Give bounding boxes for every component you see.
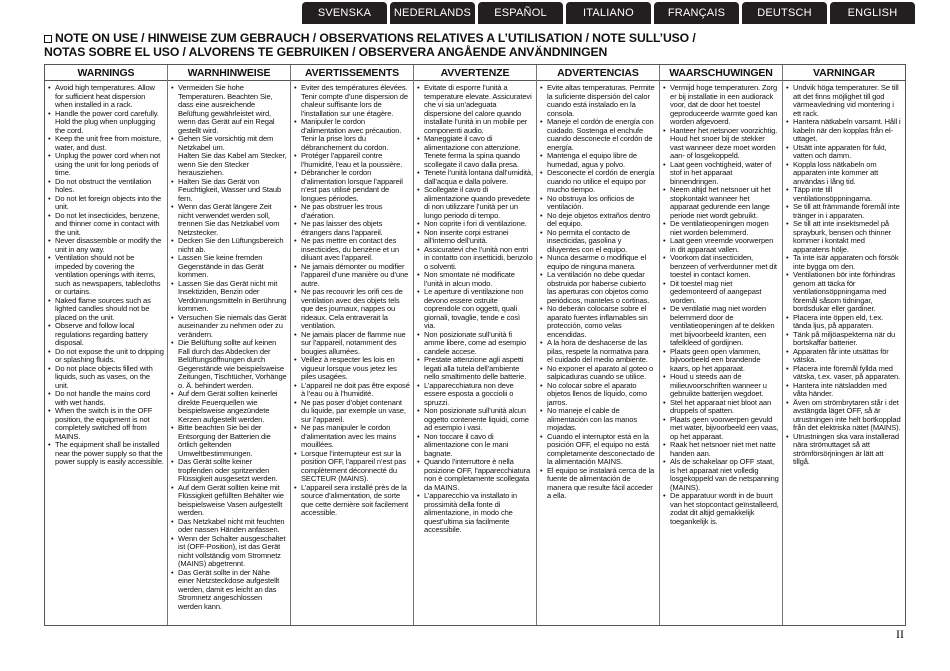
warning-item: • Maneje el cordón de energía con cuidado. Sostenga el enchufe cuando desconecte el cordón de energía. — [540, 118, 656, 152]
warning-item: • Hantera nätkabeln varsamt. Håll i kabeln när den kopplas från el-uttaget. — [786, 118, 902, 144]
warning-item: • Non inserite corpi estranei all’interno dell’unità. — [417, 229, 533, 246]
warning-item: • Tänk på miljöaspekterna när du bortskaffar batterier. — [786, 331, 902, 348]
warning-item: • Als de schakelaar op OFF staat, is het apparaat niet volledig losgekoppeld van de netspanning (MAINS). — [663, 458, 779, 492]
warning-item: • Lorsque l’interrupteur est sur la position OFF, l’appareil n’est pas complètement déconnecté du SECTEUR (MAINS). — [294, 450, 410, 484]
tab-nederlands[interactable]: NEDERLANDS — [390, 2, 475, 24]
warning-item: • Never disassemble or modify the unit in any way. — [48, 237, 164, 254]
warning-item: • Prestate attenzione agli aspetti legati alla tutela dell’ambiente nello smaltimento delle batterie. — [417, 356, 533, 382]
warning-item: • Koppla loss nätkabeln om apparaten inte kommer att användas i lång tid. — [786, 161, 902, 187]
warning-item: • Non posizionate sull’unità alcun oggetto contenente liquidi, come ad esempio i vasi. — [417, 407, 533, 433]
column-header: AVVERTENZE — [414, 65, 536, 81]
warning-item: • Raak het netsnoer niet met natte handen aan. — [663, 441, 779, 458]
warning-item: • L’appareil sera installé près de la source d’alimentation, de sorte que cette dernière soit facilement accessible. — [294, 484, 410, 518]
warning-item: • Avoid high temperatures. Allow for sufficient heat dispersion when installed in a rack. — [48, 84, 164, 110]
warning-list — [45, 81, 167, 467]
warning-list — [783, 81, 905, 467]
warning-item: • Vermeiden Sie hohe Temperaturen. Beachten Sie, dass eine ausreichende Belüftung gewährleistet wird, wenn das Gerät auf ein Regal gestellt wird. — [171, 84, 287, 135]
warning-item: • Protéger l’appareil contre l’humidité, l’eau et la poussière. — [294, 152, 410, 169]
warning-item: • Maneggiate il cavo di alimentazione con attenzione. Tenete ferma la spina quando scollegate il cavo dalla presa. — [417, 135, 533, 169]
warning-item: • Voorkom dat insecticiden, benzeen of verfverdunner met dit toestel in contact komen. — [663, 254, 779, 280]
warning-item: • Cuando el interruptor está en la posición OFF, el equipo no está completamente desconectado de la alimentación MAINS. — [540, 433, 656, 467]
warning-item: • Nunca desarme o modifique el equipo de ninguna manera. — [540, 254, 656, 271]
warning-item: • Non coprite i fori di ventilazione. — [417, 220, 533, 229]
column-header: WARNINGS — [45, 65, 167, 81]
warning-item: • L’apparecchiatura non deve essere esposta a gocciolii o spruzzi. — [417, 382, 533, 408]
warning-item: • Ne jamais démonter ou modifier l’appareil d’une manière ou d’une autre. — [294, 263, 410, 289]
warning-item: • Observe and follow local regulations regarding battery disposal. — [48, 322, 164, 348]
warning-column — [537, 65, 660, 625]
warning-item: • Laat geen vreemde voorwerpen in dit apparaat vallen. — [663, 237, 779, 254]
warning-item: • Placera inte öppen eld, t.ex. tända ljus, på apparaten. — [786, 314, 902, 331]
warning-item: • Se till att främmande föremål inte tränger in i apparaten. — [786, 203, 902, 220]
warning-item: • Non posizionate sull’unità fi amme libere, come ad esempio candele accese. — [417, 331, 533, 357]
warning-item: • Do not let insecticides, benzene, and thinner come in contact with the unit. — [48, 212, 164, 238]
warning-item: • Wenn das Gerät längere Zeit nicht verwendet werden soll, trennen Sie das Netzkabel vom Netzstecker. — [171, 203, 287, 237]
page-title — [44, 31, 924, 59]
warning-column — [45, 65, 168, 625]
warning-item: • No maneje el cable de alimentación con las manos mojadas. — [540, 407, 656, 433]
warning-item: • Halten Sie das Gerät von Feuchtigkeit, Wasser und Staub fern. — [171, 178, 287, 204]
warning-item: • Houd u steeds aan de milieuvoorschriften wanneer u gebruikte batterijen wegdoet. — [663, 373, 779, 399]
column-header: VARNINGAR — [783, 65, 905, 81]
warning-item: • Die Belüftung sollte auf keinen Fall durch das Abdecken der Belüftungsöffnungen durch Gegenstände wie beispielsweise Zeitungen, Tischtücher, Vorhänge o. Ä. behindert werden. — [171, 339, 287, 390]
warning-list — [660, 81, 782, 526]
warning-item: • Keep the unit free from moisture, water, and dust. — [48, 135, 164, 152]
warning-item: • Auf dem Gerät sollten keinerlei direkte Feuerquellen wie beispielsweise angezündete Kerzen aufgestellt werden. — [171, 390, 287, 424]
warning-item: • Apparaten får inte utsättas för vätska. — [786, 348, 902, 365]
notes-table — [44, 64, 906, 626]
warning-column — [660, 65, 783, 625]
warning-item: • Gehen Sie vorsichtig mit dem Netzkabel um. — [171, 135, 287, 152]
warning-item: • Evite altas temperaturas. Permite la suficiente dispersión del calor cuando está instalado en la consola. — [540, 84, 656, 118]
warning-item: • Ventilationen bör inte förhindras genom att täcka för ventilationsöppningarna med föremål såsom tidningar, bordsdukar eller gardiner. — [786, 271, 902, 314]
checkbox-icon — [44, 35, 52, 43]
warning-item: • Eviter des températures élevées. Tenir compte d’une dispersion de chaleur suffisante lors de l’installation sur une étagère. — [294, 84, 410, 118]
warning-item: • No deberán colocarse sobre el aparato fuentes inflamables sin protección, como velas encendidas. — [540, 305, 656, 339]
warning-item: • Ne jamais placer de flamme nue sur l’appareil, notamment des bougies allumées. — [294, 331, 410, 357]
tab-deutsch[interactable]: DEUTSCH — [742, 2, 827, 24]
warning-item: • Das Gerät sollte in der Nähe einer Netzsteckdose aufgestellt werden, damit es leicht an das Stromnetz angeschlossen werden kann. — [171, 569, 287, 612]
tab-svenska[interactable]: SVENSKA — [302, 2, 387, 24]
warning-item: • Do not place objects filled with liquids, such as vases, on the unit. — [48, 365, 164, 391]
warning-item: • Ne pas recouvrir les orifi ces de ventilation avec des objets tels que des journaux, nappes ou rideaux. Cela entraverait la ventilation. — [294, 288, 410, 331]
warning-item: • Laat geen vochtigheid, water of stof in het apparaat binnendringen. — [663, 161, 779, 187]
warning-item: • Bitte beachten Sie bei der Entsorgung der Batterien die örtlich geltenden Umweltbestimmungen. — [171, 424, 287, 458]
warning-item: • Evitate di esporre l’unità a temperature elevate. Assicuratevi che vi sia un’adeguata dispersione del calore quando installate l’unità in un mobile per componenti audio. — [417, 84, 533, 135]
warning-item: • Wenn der Schalter ausgeschaltet ist (OFF-Position), ist das Gerät nicht vollständig vom Stromnetz (MAINS) abgetrennt. — [171, 535, 287, 569]
tab-italiano[interactable]: ITALIANO — [566, 2, 651, 24]
title-text-1: NOTE ON USE / HINWEISE ZUM GEBRAUCH / OBSERVATIONS RELATIVES A L’UTILISATION / NOTE SULL’USO / — [55, 31, 696, 45]
warning-item: • Desconecte el cordón de energía cuando no utilice el equipo por mucho tiempo. — [540, 169, 656, 195]
warning-item: • Do not expose the unit to dripping or splashing fluids. — [48, 348, 164, 365]
warning-item: • Hantera inte nätsladden med våta händer. — [786, 382, 902, 399]
warning-item: • No deje objetos extraños dentro del equipo. — [540, 212, 656, 229]
column-header: WARNHINWEISE — [168, 65, 290, 81]
column-header: ADVERTENCIAS — [537, 65, 659, 81]
warning-item: • Handle the power cord carefully. Hold the plug when unplugging the cord. — [48, 110, 164, 136]
warning-item: • Do not let foreign objects into the unit. — [48, 195, 164, 212]
tab-francais[interactable]: FRANÇAIS — [654, 2, 739, 24]
warning-item: • Utsätt inte apparaten för fukt, vatten och damm. — [786, 144, 902, 161]
warning-item: • Naked flame sources such as lighted candles should not be placed on the unit. — [48, 297, 164, 323]
warning-item: • No permita el contacto de insecticidas, gasolina y diluyentes con el equipo. — [540, 229, 656, 255]
warning-item: • Plaats geen open vlammen, bijvoorbeeld een brandende kaars, op het apparaat. — [663, 348, 779, 374]
warning-item: • Även om strömbrytaren står i det avstängda läget OFF, så är utrustningen inte helt bortkopplad från det elektriska nätet (MAINS). — [786, 399, 902, 433]
warning-item: • Undvik höga temperaturer. Se till att det finns möjlighet till god värmeavledning vid montering i ett rack. — [786, 84, 902, 118]
warning-item: • Ne pas manipuler le cordon d’alimentation avec les mains mouillées. — [294, 424, 410, 450]
warning-item: • Unplug the power cord when not using the unit for long periods of time. — [48, 152, 164, 178]
warning-item: Halten Sie das Kabel am Stecker, wenn Sie den Stecker herausziehen. — [178, 151, 287, 177]
warning-item: • El equipo se instalará cerca de la fuente de alimentación de manera que resulte fácil acceder a ella. — [540, 467, 656, 501]
warning-item: • Ta inte isär apparaten och försök inte bygga om den. — [786, 254, 902, 271]
warning-item: • Le aperture di ventilazione non devono essere ostruite coprendole con oggetti, quali giornali, tovaglie, tende e così via. — [417, 288, 533, 331]
warning-item: • Débrancher le cordon d’alimentation lorsque l’appareil n’est pas utilisé pendant de longues périodes. — [294, 169, 410, 203]
warning-column — [783, 65, 905, 625]
warning-list — [537, 81, 659, 501]
warning-item: • Ne pas obstruer les trous d’aération. — [294, 203, 410, 220]
warning-item: • Non toccare il cavo di alimentazione con le mani bagnate. — [417, 433, 533, 459]
warning-item: • Plaats geen voorwerpen gevuld met water, bijvoorbeeld een vaas, op het apparaat. — [663, 416, 779, 442]
warning-list — [291, 81, 413, 518]
warning-item: • A la hora de deshacerse de las pilas, respete la normativa para el cuidado del medio ambiente. — [540, 339, 656, 365]
tab-espanol[interactable]: ESPAÑOL — [478, 2, 563, 24]
warning-item: • L’apparecchio va installato in prossimità della fonte di alimentazione, in modo che quest’ultima sia facilmente accessibile. — [417, 492, 533, 535]
warning-column — [168, 65, 291, 625]
warning-item: • Placera inte föremål fyllda med vätska, t.ex. vaser, på apparaten. — [786, 365, 902, 382]
warning-item: • De apparatuur wordt in de buurt van het stopcontact geïnstalleerd, zodat dit altijd gemakkelijk toegankelijk is. — [663, 492, 779, 526]
warning-item: • Das Netzkabel nicht mit feuchten oder nassen Händen anfassen. — [171, 518, 287, 535]
title-line-2: NOTAS SOBRE EL USO / ALVORENS TE GEBRUIKEN / OBSERVERA ANGÅENDE ANVÄNDNINGEN — [44, 45, 608, 59]
warning-item: • Quando l’interruttore è nella posizione OFF, l’apparecchiatura non è completamente scollegata da MAINS. — [417, 458, 533, 492]
warning-item: • Decken Sie den Lüftungsbereich nicht ab. — [171, 237, 287, 254]
page-number: II — [896, 627, 904, 641]
warning-item: • No exponer el aparato al goteo o salpicaduras cuando se utilice. — [540, 365, 656, 382]
warning-item: • Do not obstruct the ventilation holes. — [48, 178, 164, 195]
warning-item: • Auf dem Gerät sollten keine mit Flüssigkeit gefüllten Behälter wie beispielsweise Vasen aufgestellt werden. — [171, 484, 287, 518]
warning-item: • No colocar sobre el aparato objetos llenos de líquido, como jarros. — [540, 382, 656, 408]
warning-column — [414, 65, 537, 625]
language-tabs — [302, 2, 915, 24]
warning-item: • Täpp inte till ventilationsöppningarna. — [786, 186, 902, 203]
warning-item: • De ventilatieopeningen mogen niet worden belemmerd. — [663, 220, 779, 237]
warning-item: • De ventilatie mag niet worden belemmerd door de ventilatieopeningen af te dekken met bijvoorbeeld kranten, een tafelkleed of gordijnen. — [663, 305, 779, 348]
warning-list — [168, 81, 290, 611]
warning-list — [414, 81, 536, 535]
column-header: AVERTISSEMENTS — [291, 65, 413, 81]
warning-item: • Manipuler le cordon d’alimentation avec précaution. Tenir la prise lors du débranchement du cordon. — [294, 118, 410, 152]
warning-item: • Do not handle the mains cord with wet hands. — [48, 390, 164, 407]
warning-item: • Assicuratevi che l’unità non entri in contatto con insetticidi, benzolo o solventi. — [417, 246, 533, 272]
warning-item: • Stel het apparaat niet bloot aan druppels of spatten. — [663, 399, 779, 416]
column-header: WAARSCHUWINGEN — [660, 65, 782, 81]
warning-item: • Non smontate né modificate l’unità in alcun modo. — [417, 271, 533, 288]
warning-item: • La ventilación no debe quedar obstruida por haberse cubierto las aperturas con objetos como periódicos, manteles o cortinas. — [540, 271, 656, 305]
warning-item: • No obstruya los orificios de ventilación. — [540, 195, 656, 212]
warning-item: • Mantenga el equipo libre de humedad, agua y polvo. — [540, 152, 656, 169]
warning-item: • Tenete l’unità lontana dall’umidità, dall’acqua e dalla polvere. — [417, 169, 533, 186]
warning-item: • Utrustningen ska vara installerad nära strömuttaget så att strömförsörjningen är lätt att tillgå. — [786, 433, 902, 467]
warning-item: • Ne pas poser d’objet contenant du liquide, par exemple un vase, sur l’appareil. — [294, 399, 410, 425]
warning-item: • Lassen Sie das Gerät nicht mit Insektiziden, Benzin oder Verdünnungsmitteln in Berührung kommen. — [171, 280, 287, 314]
warning-item: • L’appareil ne doit pas être exposé à l’eau ou à l’humidité. — [294, 382, 410, 399]
tab-english[interactable]: ENGLISH — [830, 2, 915, 24]
warning-column — [291, 65, 414, 625]
warning-item: • Ne pas mettre en contact des insecticides, du benzène et un diluant avec l’appareil. — [294, 237, 410, 263]
warning-item: • Neem altijd het netsnoer uit het stopkontakt wanneer het apparaat gedurende een lange periode niet wordt gebruikt. — [663, 186, 779, 220]
warning-item: • When the switch is in the OFF position, the equipment is not completely switched off from MAINS. — [48, 407, 164, 441]
warning-item: • Hanteer het netsnoer voorzichtig. Houd het snoer bij de stekker vast wanneer deze moet worden aan- of losgekoppeld. — [663, 127, 779, 161]
warning-item: • Se till att inte insektsmedel på sprayburk, bensen och thinner kommer i kontakt med apparatens hölje. — [786, 220, 902, 254]
warning-item: • Dit toestel mag niet gedemonteerd of aangepast worden. — [663, 280, 779, 306]
warning-item: • Das Gerät sollte keiner tropfenden oder spritzenden Flüssigkeit ausgesetzt werden. — [171, 458, 287, 484]
warning-item: • Ventilation should not be impeded by covering the ventilation openings with items, such as newspapers, tablecloths or curtains. — [48, 254, 164, 297]
warning-item: • Lassen Sie keine fremden Gegenstände in das Gerät kommen. — [171, 254, 287, 280]
warning-item: • Scollegate il cavo di alimentazione quando prevedete di non utilizzare l’unità per un lungo periodo di tempo. — [417, 186, 533, 220]
warning-item: • The equipment shall be installed near the power supply so that the power supply is easily accessible. — [48, 441, 164, 467]
warning-item: • Veillez à respecter les lois en vigueur lorsque vous jetez les piles usagées. — [294, 356, 410, 382]
warning-item: • Ne pas laisser des objets étrangers dans l’appareil. — [294, 220, 410, 237]
warning-item: • Versuchen Sie niemals das Gerät auseinander zu nehmen oder zu verändern. — [171, 314, 287, 340]
warning-item: • Vermijd hoge temperaturen. Zorg er bij installatie in een audiorack voor, dat de door het toestel geproduceerde warmte goed kan worden afgevoerd. — [663, 84, 779, 127]
title-line-1 — [44, 31, 924, 45]
